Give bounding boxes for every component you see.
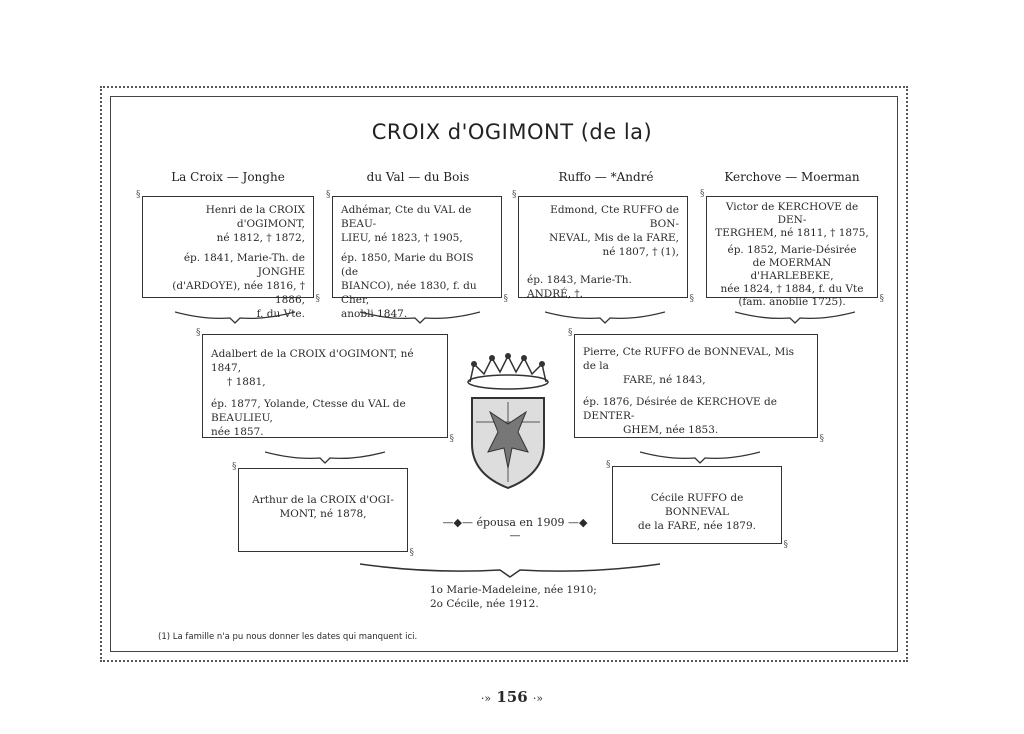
text-line: ép. 1850, Marie du BOIS (de bbox=[341, 252, 474, 278]
text-line: ép. 1852, Marie-Désirée bbox=[727, 244, 857, 256]
text-line: Arthur de la CROIX d'OGI- bbox=[252, 494, 394, 506]
child-item: 2o Cécile, née 1912. bbox=[430, 598, 539, 610]
child-item: 1o Marie-Madeleine, née 1910; bbox=[430, 584, 597, 596]
text-line: Adhémar, Cte du VAL de BEAU- bbox=[341, 204, 472, 230]
brace-right-pair-2 bbox=[735, 310, 855, 324]
box-edmond-ruffo bbox=[518, 196, 688, 298]
column-head-kerchove-moerman: Kerchove — Moerman bbox=[724, 170, 860, 184]
box-victor-kerchove bbox=[706, 196, 878, 308]
box-pierre-ruffo bbox=[574, 334, 818, 438]
text-line: anobli 1847. bbox=[341, 308, 408, 320]
footnote: (1) La famille n'a pu nous donner les dates qui manquent ici. bbox=[158, 632, 418, 642]
box-cecile-ruffo bbox=[612, 466, 782, 544]
text-line: Cécile RUFFO de BONNEVAL bbox=[650, 492, 744, 518]
box-henri-croix bbox=[142, 196, 314, 320]
married-text: épousa en 1909 bbox=[476, 516, 565, 529]
text-line: (d'ARDOYE), née 1816, † 1886, bbox=[172, 280, 305, 306]
text-line: ép. 1841, Marie-Th. de JONGHE bbox=[183, 252, 305, 278]
coat-of-arms-icon bbox=[460, 352, 556, 492]
text-line: Edmond, Cte RUFFO de BON- bbox=[550, 204, 679, 230]
text-line: ép. 1877, Yolande, Ctesse du VAL de BEAULIEU, bbox=[211, 398, 406, 424]
children-list bbox=[430, 583, 630, 611]
box-arthur-croix bbox=[238, 468, 408, 552]
text-line: née 1857. bbox=[211, 426, 264, 438]
text-line: FARE, né 1843, bbox=[623, 374, 706, 386]
text-line: GHEM, née 1853. bbox=[623, 424, 719, 436]
text-line: né 1812, † 1872, bbox=[216, 232, 305, 244]
page-ornament-left: ·» bbox=[480, 692, 492, 705]
page-ornament-right: ·» bbox=[532, 692, 544, 705]
box-adalbert-croix bbox=[202, 334, 448, 438]
text-line: de la FARE, née 1879. bbox=[637, 520, 757, 532]
text-line: né 1807, † (1), bbox=[602, 246, 679, 258]
text-line: † 1881, bbox=[227, 376, 266, 388]
text-line: (fam. anoblie 1725). bbox=[738, 296, 846, 308]
page-number-text: 156 bbox=[496, 688, 528, 706]
ornament-left: —◆— bbox=[442, 516, 473, 529]
brace-children bbox=[360, 560, 660, 578]
text-line: LIEU, né 1823, † 1905, bbox=[341, 232, 463, 244]
text-line: BIANCO), née 1830, f. du Cher, bbox=[341, 280, 477, 306]
brace-pierre-child bbox=[640, 450, 760, 464]
text-line: Adalbert de la CROIX d'OGIMONT, né 1847, bbox=[211, 348, 414, 374]
column-head-val-bois: du Val — du Bois bbox=[366, 170, 470, 184]
text-line: TERGHEM, né 1811, † 1875, bbox=[715, 227, 869, 239]
text-line: Victor de KERCHOVE de DEN- bbox=[725, 201, 859, 226]
page-title: CROIX d'OGIMONT (de la) bbox=[371, 120, 653, 144]
text-line: Henri de la CROIX d'OGIMONT, bbox=[205, 204, 305, 230]
text-line: NEVAL, Mis de la FARE, bbox=[549, 232, 679, 244]
column-head-croix-jonghe: La Croix — Jonghe bbox=[171, 170, 285, 184]
ornament-right: —◆— bbox=[509, 516, 588, 542]
text-line: ép. 1843, Marie-Th. ANDRÉ, †. bbox=[527, 274, 632, 300]
text-line: née 1824, † 1884, f. du Vte bbox=[720, 283, 864, 295]
married-note bbox=[440, 516, 590, 542]
column-head-ruffo-andre: Ruffo — *André bbox=[558, 170, 654, 184]
brace-right-pair-1 bbox=[545, 310, 665, 324]
brace-adalbert-child bbox=[265, 450, 385, 464]
text-line: MONT, né 1878, bbox=[279, 508, 367, 520]
brace-left-pair-1 bbox=[175, 310, 295, 324]
text-line: f. du Vte. bbox=[256, 308, 305, 320]
brace-left-pair-2 bbox=[360, 310, 480, 324]
text-line: Pierre, Cte RUFFO de BONNEVAL, Mis de la bbox=[583, 346, 795, 372]
text-line: ép. 1876, Désirée de KERCHOVE de DENTER- bbox=[583, 396, 777, 422]
box-adhemar-val bbox=[332, 196, 502, 320]
page-number bbox=[0, 688, 1024, 706]
text-line: de MOERMAN d'HARLEBEKE, bbox=[750, 257, 834, 282]
